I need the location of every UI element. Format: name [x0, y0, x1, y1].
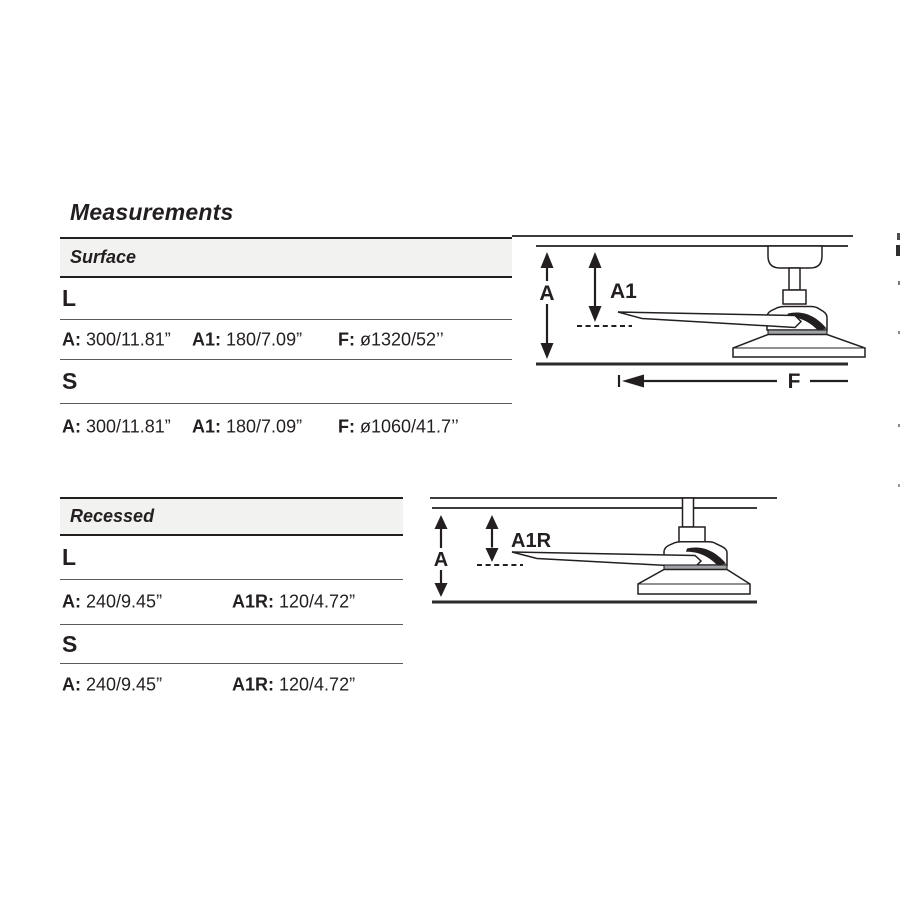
page-crop-artifact: [896, 245, 900, 256]
recessed-size-row-s: [60, 625, 403, 664]
measure-a: [62, 329, 171, 350]
dimension-label-a1: A1: [610, 280, 637, 303]
lower-diffuser: [638, 570, 750, 595]
measure-a1r-value: 120/4.72”: [279, 591, 356, 612]
surface-size-l-label: L: [62, 285, 77, 311]
dimension-arrow-a1r: [486, 515, 499, 562]
measure-a: [62, 416, 171, 437]
dimension-label-a: A: [539, 282, 555, 305]
measure-a-label: A:: [62, 416, 81, 436]
measure-a-value: 300/11.81”: [86, 329, 171, 349]
measure-a1r: [232, 592, 355, 613]
dimension-line-f: [619, 375, 848, 388]
surface-table-header-band: [60, 239, 512, 278]
measure-a1r-label: A1R:: [232, 674, 275, 695]
recessed-size-s-label: S: [62, 630, 78, 657]
measure-a1-value: 180/7.09”: [226, 329, 303, 349]
downrod: [683, 498, 694, 527]
measure-a-label: A:: [62, 674, 81, 695]
measure-a: [62, 675, 162, 696]
measure-a-label: A:: [62, 591, 81, 612]
recessed-mount-diagram: [415, 490, 800, 610]
measure-a-value: 300/11.81”: [86, 416, 171, 436]
measure-a1r-value: 120/4.72”: [279, 674, 356, 695]
surface-size-s-label: S: [62, 368, 78, 394]
dimension-arrow-a: [541, 252, 554, 359]
surface-table: [60, 237, 512, 449]
recessed-table-header-band: [60, 499, 403, 536]
recessed-table: [60, 497, 403, 706]
surface-mount-diagram: [505, 225, 900, 400]
measure-a: [62, 592, 162, 613]
recessed-size-row-l: [60, 536, 403, 580]
ceiling-lines: [512, 236, 853, 246]
recessed-values-row-s: [60, 664, 403, 706]
measure-a1-value: 180/7.09”: [226, 416, 303, 436]
measure-a1: [192, 329, 302, 350]
measure-f-value: ø1060/41.7’’: [360, 416, 459, 436]
recessed-table-header-label: Recessed: [70, 506, 155, 526]
page-title: Measurements: [70, 199, 234, 225]
ceiling-lines: [430, 498, 777, 508]
measure-f-label: F:: [338, 416, 355, 436]
measure-f: [338, 329, 444, 350]
measure-f-value: ø1320/52’’: [360, 329, 444, 349]
surface-table-header-label: Surface: [70, 247, 137, 267]
measure-a1r-label: A1R:: [232, 591, 275, 612]
dimension-label-f: F: [787, 370, 801, 393]
dimension-arrow-a1: [589, 252, 602, 322]
surface-size-row-s: [60, 360, 512, 404]
recessed-size-l-label: L: [62, 544, 77, 570]
lower-diffuser: [733, 335, 865, 358]
surface-size-row-l: [60, 278, 512, 320]
surface-values-row-s: [60, 404, 512, 449]
measure-a1-label: A1:: [192, 329, 222, 349]
recessed-values-row-l: [60, 580, 403, 625]
rod-coupler: [679, 527, 705, 543]
measure-a-value: 240/9.45”: [86, 674, 163, 695]
fan-side-view: [618, 246, 865, 357]
measure-a1: [192, 416, 302, 437]
rod-coupler: [783, 290, 806, 304]
measure-a1-label: A1:: [192, 416, 222, 436]
canopy: [768, 246, 822, 268]
measure-f-label: F:: [338, 329, 355, 349]
dimension-label-a1r: A1R: [511, 530, 552, 552]
downrod: [789, 268, 800, 290]
measure-a-value: 240/9.45”: [86, 591, 163, 612]
surface-values-row-l: [60, 320, 512, 360]
measure-a-label: A:: [62, 329, 81, 349]
measure-a1r: [232, 675, 355, 696]
measure-f: [338, 416, 459, 437]
dimension-label-a: A: [433, 549, 449, 571]
